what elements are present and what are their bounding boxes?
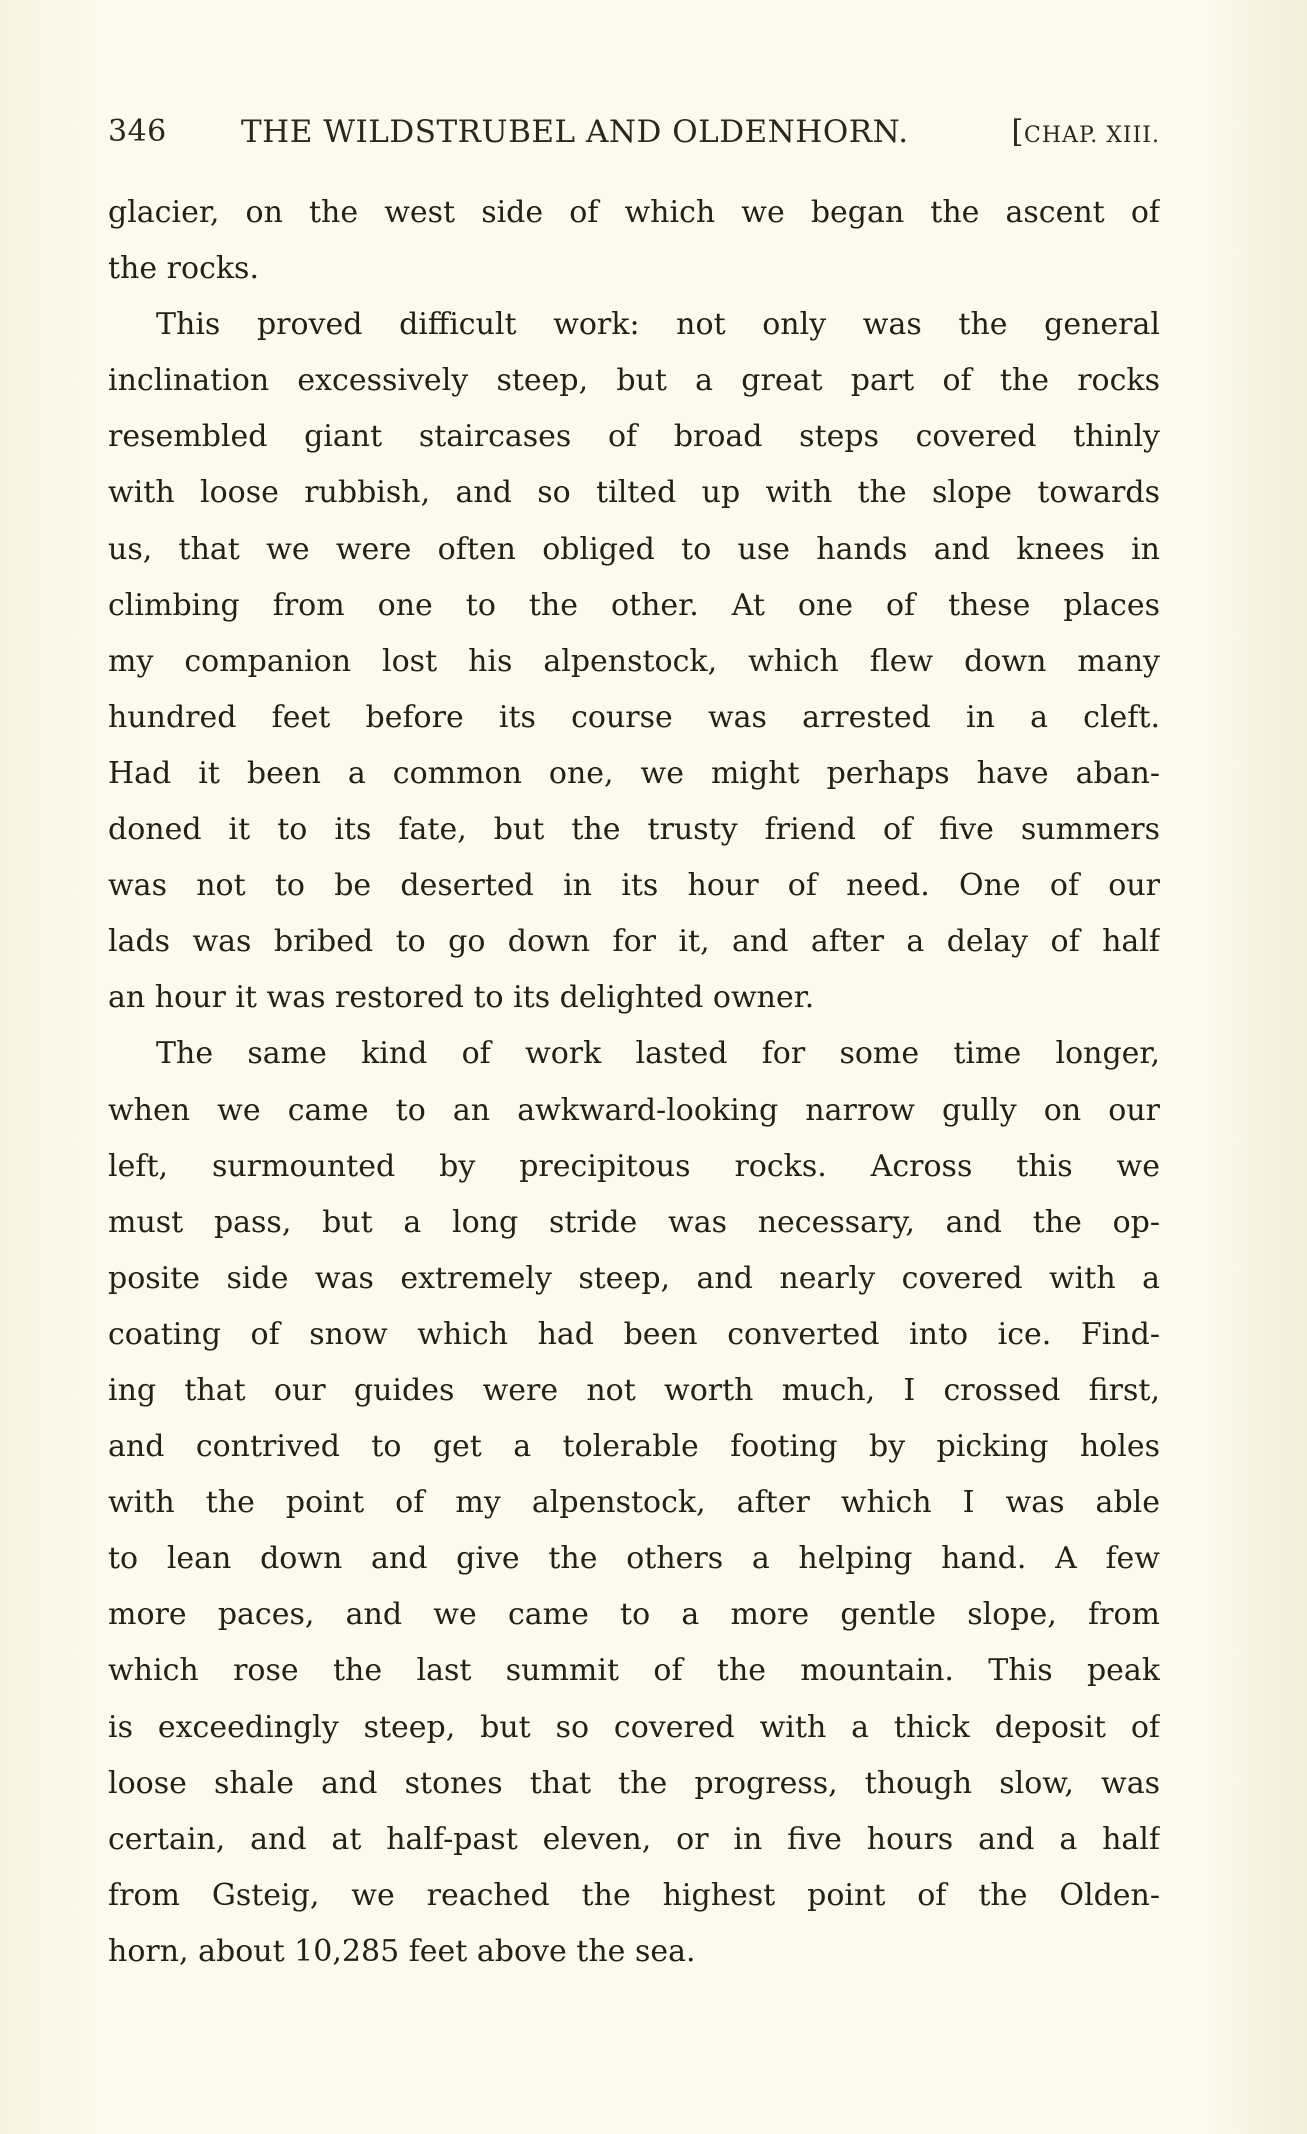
text-line: an hour it was restored to its delighted owner. <box>108 980 815 1016</box>
chapter-reference <box>1011 114 1160 150</box>
text-line: resembled giant staircases of broad steps covered thinly <box>108 419 1160 455</box>
chapter-bracket: [ <box>1011 114 1025 150</box>
text-line: must pass, but a long stride was necessary, and the op- <box>108 1204 1160 1240</box>
text-line: glacier, on the west side of which we began the ascent of <box>108 195 1160 230</box>
text-line: posite side was extremely steep, and nearly covered with a <box>108 1260 1160 1296</box>
page-number: 346 <box>108 114 167 149</box>
text-line: The same kind of work lasted for some time longer, <box>156 1036 1160 1072</box>
text-line: ing that our guides were not worth much, I crossed first, <box>108 1372 1160 1408</box>
text-line: and contrived to get a tolerable footing by picking holes <box>108 1429 1160 1465</box>
text-line: hundred feet before its course was arrested in a cleft. <box>108 699 1160 735</box>
text-line: horn, about 10,285 feet above the sea. <box>108 1933 696 1969</box>
text-line: doned it to its fate, but the trusty friend of five summers <box>108 812 1160 848</box>
text-line: Had it been a common one, we might perhaps have aban- <box>108 755 1160 791</box>
text-line: to lean down and give the others a helping hand. A few <box>108 1541 1160 1577</box>
text-line: which rose the last summit of the mountain. This peak <box>108 1653 1160 1689</box>
text-line: from Gsteig, we reached the highest point of the Olden- <box>108 1877 1160 1913</box>
text-line: loose shale and stones that the progress, though slow, was <box>108 1765 1160 1801</box>
text-line: the rocks. <box>108 251 259 287</box>
text-line: certain, and at half-past eleven, or in five hours and a half <box>108 1821 1160 1857</box>
text-line: was not to be deserted in its hour of need. One of our <box>108 868 1160 904</box>
text-line: my companion lost his alpenstock, which flew down many <box>108 643 1160 679</box>
text-line: with loose rubbish, and so tilted up with the slope towards <box>108 475 1160 511</box>
text-line: coating of snow which had been converted into ice. Find- <box>108 1316 1160 1352</box>
text-line: left, surmounted by precipitous rocks. Across this we <box>108 1148 1160 1184</box>
running-header <box>108 108 1160 156</box>
text-line: more paces, and we came to a more gentle slope, from <box>108 1597 1160 1633</box>
text-line: is exceedingly steep, but so covered with a thick deposit of <box>108 1709 1160 1745</box>
text-line: lads was bribed to go down for it, and after a delay of half <box>108 924 1160 960</box>
chapter-label: CHAP. XIII. <box>1024 123 1160 148</box>
text-line: us, that we were often obliged to use hands and knees in <box>108 531 1160 567</box>
text-line: climbing from one to the other. At one of these places <box>108 587 1160 623</box>
text-line: with the point of my alpenstock, after which I was able <box>108 1485 1160 1521</box>
body-text <box>108 185 1160 1980</box>
text-line: inclination excessively steep, but a great part of the rocks <box>108 363 1160 399</box>
text-line: when we came to an awkward-looking narrow gully on our <box>108 1092 1160 1128</box>
text-line: This proved difficult work: not only was the general <box>156 307 1160 343</box>
running-title: THE WILDSTRUBEL AND OLDENHORN. <box>241 114 909 150</box>
